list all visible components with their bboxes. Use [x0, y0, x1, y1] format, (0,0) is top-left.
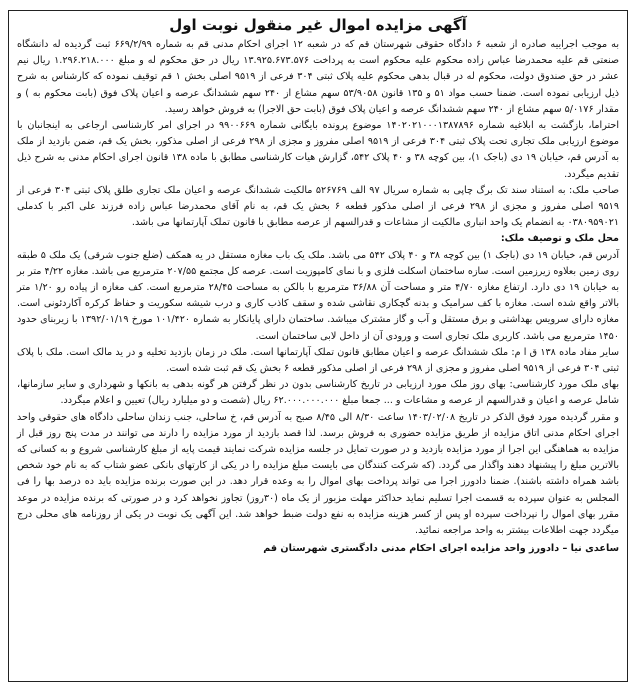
section-heading-location: محل ملک و توصیف ملک: — [500, 233, 619, 245]
paragraph-property-description: آدرس قم، خیابان ۱۹ دی (باجک ۱) بین کوچه ۳۸ و ۴۰ پلاک ۵۴۲ می باشد. ملک یک باب مغازه مستقل در یه همکف (ضلع جنوب شرقی) یک ملک ۵ طبقه روی زمین بعلاوه زیرزمین است. سازه ساختمان اسکلت فلزی و با نمای کامپوزیت است. عرصه کل مجتمع ۲۰۷/۵۵ مترمربع می باشد. مغازه ۴/۲۲ متر بر به خیابان ۱۹ دی دارد. ارتفاع مغازه ۴/۷۰ متر و مساحت آن ۳۶/۸۸ مترمربع با بالکن به مساحت ۲۸/۴۵ مترمربع است. کف مغازه از پیاده رو ۱/۲۰ متر بالاتر واقع شده است. مغازه با کف سرامیک و بدنه گچکاری نقاشی شده و سقف کاذب کاری و درب شیشه سکوریت و حفاظ کرکره آکاردئونی است. مغازه دارای سرویس بهداشتی و برق مستقل و آب و گاز مشترک میباشد. ساختمان دارای پایانکار به شماره ۱۰۱/۴۲۰ مورخ ۱۳۹۲/۰۱/۱۹ با زیربنای حدود ۱۴۵۰ مترمربع می باشد. کاربری ملک تجاری است و ورودی آن از داخل لابی ساختمان است. — [17, 249, 620, 342]
paragraph-appraised-value: بهای ملک مورد کارشناسی: بهای روز ملک مورد ارزیابی در تاریخ کارشناسی بدون در نظر گرفتن هر گونه بدهی به بانکها و شهرداری و سایر سازمانها، شامل عرصه و اعیان و قدرالسهم از عرصه و مشاعات و ... جمعا مبلغ ۶۲.۰۰۰.۰۰۰.۰۰۰ ریال (شصت و دو میلیارد ریال) تعیین و اعلام میگردد. — [17, 379, 619, 407]
paragraph-execution-order: به موجب اجراییه صادره از شعبه ۶ دادگاه حقوقی شهرستان قم که در شعبه ۱۲ اجرای احکام مدنی قم به شماره ۶۶۹/۲/۹۹ ثبت گردیده له دانشگاه صنعتی قم علیه محمدرضا عباس زاده محکوم علیه محکوم است به پرداخت ۱۳.۹۲۵.۶۷۳.۵۷۶ ریال در حق محکوم له و مبلغ ۱.۲۹۶.۲۱۸.۰۰۰ ریال نیم عشر در حق صندوق دولت، محکوم له در قبال بدهی محکوم علیه پلاک ثبتی ۳۰۴ فرعی از ۹۵۱۹ اصلی بخش ۱ قم توقیف نموده که کارشناس به شرح ذیل ارزیابی نموده است. ضمنا حسب مواد ۵۱ و ۱۳۵ قانون ۵۳/۹۰۵۸ سهم مشاع از ۲۴۰ سهم ششدانگ عرصه و اعیان پلاک فوق (بابت محکوم به ) و مقدار ۵/۰۱۷۶ سهم مشاع از ۲۴۰ سهم ششدانگ عرصه و اعیان پلاک فوق (بابت حق الاجرا) به فروش خواهد رسید. — [17, 39, 620, 115]
signature: ساعدی نیا – دادورز واحد مزایده اجرای احکام مدنی دادگستری شهرستان قم — [263, 543, 619, 555]
paragraph-expert-referral: احتراما، بازگشت به ابلاغیه شماره ۱۴۰۲۰۲۱۰۰۰۱۳۸۷۸۹۶ موضوع پرونده بایگانی شماره ۹۹۰۰۶۶۹ در اجرای امر کارشناسی ارجاعی به اینجانبان با موضوع ارزیابی ملک تجاری تحت پلاک ثبتی ۳۰۴ فرعی از ۹۵۱۹ اصلی مفروز و مجزی از ۲۹۸ فرعی از اصلی مذکور، بخش یک قم، ضمن بازدید از ملک به آدرس قم، خیابان ۱۹ دی (باجک ۱)، بین کوچه ۳۸ و ۴۰ پلاک ۵۴۲، گزارش هیات کارشناسی مطابق با ماده ۱۳۸ قانون اجرای احکام مدنی به شرح ذیل تقدیم میگردد. — [17, 120, 620, 180]
paragraph-auction-terms: و مقرر گردیده مورد فوق الذکر در تاریخ ۱۴۰۳/۰۲/۰۸ ساعت ۸/۳۰ الی ۸/۴۵ صبح به آدرس قم، خ ساحلی، جنب زندان ساحلی دادگاه های حقوقی واحد اجرای احکام مدنی اتاق مزایده از طریق مزایده حضوری به فروش برسد. لذا قصد بازدید از مورد مزایده را دارند می توانند در مدت پنج روز قبل از مزایده به هماهنگی این اجرا از مورد مزایده بازدید و در صورت تمایل در جلسه مزایده شرکت نمایند قیمت پایه از مبلغ کارشناسی شروع و به کسانی که بالاترین مبلغ را پیشنهاد دهند واگذار می گردد. (که شرکت کنندگان می بایست مبلغ مزایده را در یکی از کارتهای بانکی عضو شتاب که به نام خود شخص باشد همراه داشته باشند). ضمنا دادورز اجرا می تواند پرداخت بهای اموال را به وعده قرار دهد. در این صورت برنده مزایده باید ده درصد بها را فی المجلس به عنوان سپرده به قسمت اجرا تسلیم نماید حداکثر مهلت مزبور از یک ماه (۳۰روز) تجاوز نخواهد کرد و در صورتی که برنده مزایده در موعد مقرر بهای اموال را نپرداخت سپرده او پس از کسر هزینه مزایده به نفع دولت ضبط خواهد شد. این آگهی یک نوبت در یکی از روزنامه های محلی درج میگردد جهت اطلاعات بیشتر به واحد مراجعه نمائید. — [17, 411, 619, 537]
auction-notice — [8, 10, 628, 682]
notice-title: آگهی مزایده اموال غیر منقول نوبت اول — [169, 16, 467, 34]
paragraph-article-138: سایر مفاد ماده ۱۳۸ ق ا م: ملک ششدانگ عرصه و اعیان مطابق قانون تملک آپارتمانها است. ملک در زمان بازدید تخلیه و در ید مالک است. ملک با پلاک ثبتی ۳۰۴ فرعی از ۹۵۱۹ اصلی مفروز و مجزی از ۲۹۸ فرعی از اصلی مذکور قطعه ۶ بخش یک قم ثبت شده است. — [17, 346, 620, 375]
paragraph-property-owner: صاحب ملک: به استناد سند تک برگ چاپی به شماره سریال ۹۷ الف ۵۲۶۷۶۹ مالکیت ششدانگ عرصه و اعیان ملک تجاری طلق پلاک ثبتی ۳۰۴ فرعی از ۹۵۱۹ اصلی مفروز و مجزی از ۲۹۸ فرعی از اصلی مذکور قطعه ۶ بخش یک قم، به نام آقای محمدرضا عباس زاده فرزند علی اکبر با کدملی ۰۳۸۰۹۵۹۰۲۱ به انضمام یک واحد انباری مالکیت از مشاعات و قدرالسهم از عرصه مطابق با قانون تملک آپارتمانها می باشد. — [17, 184, 619, 229]
